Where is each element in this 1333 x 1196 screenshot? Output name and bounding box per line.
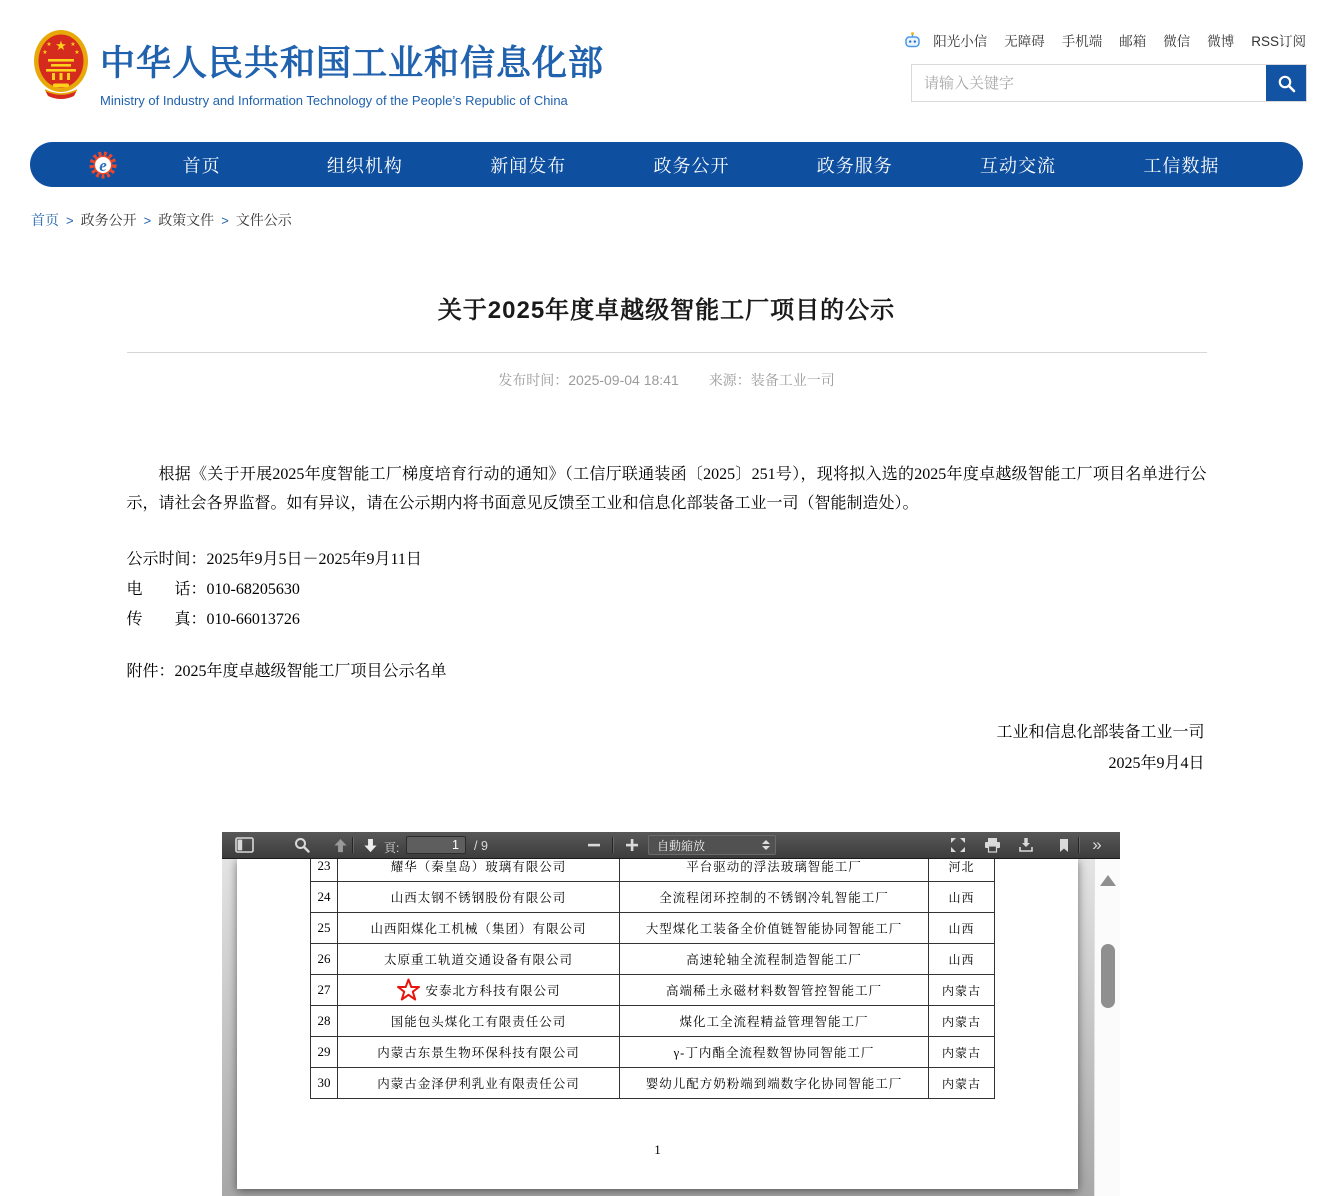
search-icon [1277, 74, 1296, 93]
cell-province: 内蒙古 [941, 1076, 981, 1091]
cell-number: 23 [311, 859, 338, 881]
svg-text:e: e [99, 155, 107, 175]
cell-province: 内蒙古 [941, 1045, 981, 1060]
cell-province: 山西 [948, 921, 975, 936]
download-button[interactable] [1012, 832, 1040, 858]
quick-link[interactable]: 阳光小信 [933, 34, 988, 49]
cell-project: 全流程闭环控制的不锈钢冷轧智能工厂 [620, 882, 929, 912]
sidebar-toggle-button[interactable] [230, 832, 258, 858]
table-row [311, 882, 994, 913]
breadcrumb [31, 210, 1333, 230]
cell-number: 24 [311, 882, 338, 912]
pdf-scrollbar[interactable] [1094, 859, 1120, 1196]
scrollbar-thumb[interactable] [1101, 944, 1115, 1008]
quick-link[interactable]: 微信 [1163, 34, 1191, 49]
presentation-mode-button[interactable] [944, 832, 972, 858]
company-name: 山西太钢不锈钢股份有限公司 [390, 891, 567, 905]
svg-text:★: ★ [55, 39, 67, 54]
source-value: 装备工业一司 [750, 372, 835, 388]
notice-period-line: 公示时间：2025年9月5日－2025年9月11日 [126, 551, 422, 568]
search-box [911, 64, 1307, 102]
breadcrumb-item[interactable]: 文件公示 [235, 212, 292, 228]
quick-links [903, 30, 1306, 50]
page-title: 关于2025年度卓越级智能工厂项目的公示 [437, 297, 896, 324]
table-row [311, 1068, 994, 1099]
quick-link[interactable]: 手机端 [1061, 34, 1103, 49]
company-name: 内蒙古东景生物环保科技有限公司 [377, 1046, 580, 1060]
zoom-select[interactable] [648, 835, 776, 855]
breadcrumb-separator: > [143, 213, 152, 228]
cell-company [338, 1068, 620, 1098]
cell-project: 高速轮轴全流程制造智能工厂 [620, 944, 929, 974]
cell-number: 27 [311, 975, 338, 1005]
cell-province: 河北 [948, 859, 975, 874]
publish-time: 2025-09-04 18:41 [568, 372, 679, 388]
cell-province: 内蒙古 [941, 1014, 981, 1029]
article-paragraph: 根据《关于开展2025年度智能工厂梯度培育行动的通知》（工信厅联通装函〔2025〕251号），现将拟入选的2025年度卓越级智能工厂项目名单进行公示，请社会各界监督。如有异议，请在公示期内将书面意见反馈至工业和信息化部装备工业一司（智能制造处）。 [126, 466, 1207, 512]
cell-number: 28 [311, 1006, 338, 1036]
cell-province: 山西 [948, 952, 975, 967]
breadcrumb-item[interactable]: 政务公开 [80, 212, 137, 228]
site-title: 中华人民共和国工业和信息化部 [100, 44, 605, 83]
toolbar-separator [352, 837, 353, 853]
table-row [311, 1006, 994, 1037]
toolbar-separator [612, 837, 613, 853]
signature-department: 工业和信息化部装备工业一司 [996, 724, 1205, 741]
company-name: 山西阳煤化工机械（集团）有限公司 [370, 922, 587, 936]
company-name: 国能包头煤化工有限责任公司 [390, 1015, 567, 1029]
cell-project: 平台驱动的浮法玻璃智能工厂 [620, 859, 929, 881]
article-meta [127, 370, 1207, 390]
nav-item[interactable]: 新闻发布 [490, 155, 567, 176]
nav-item[interactable]: 组织机构 [326, 155, 403, 176]
breadcrumb-item[interactable]: 政策文件 [158, 212, 215, 228]
breadcrumb-separator: > [66, 213, 74, 228]
cell-company [338, 1006, 620, 1036]
quick-link[interactable]: 微博 [1207, 34, 1235, 49]
zoom-in-button[interactable] [618, 832, 646, 858]
cell-company [338, 975, 620, 1005]
publish-time-label: 发布时间： [498, 372, 569, 388]
page-down-button[interactable] [356, 832, 384, 858]
project-table [310, 859, 995, 1099]
fax-line: 传 真：010-66013726 [126, 611, 300, 628]
table-row [311, 944, 994, 975]
cell-project: 煤化工全流程精益管理智能工厂 [620, 1006, 929, 1036]
quick-link[interactable]: 邮箱 [1119, 34, 1147, 49]
table-row [311, 975, 994, 1006]
quick-link[interactable]: RSS订阅 [1251, 34, 1306, 49]
more-tools-button[interactable]: » [1082, 832, 1112, 858]
toolbar-separator [1078, 837, 1079, 853]
cell-project: γ-丁内酯全流程数智协同智能工厂 [620, 1037, 929, 1067]
cell-number: 29 [311, 1037, 338, 1067]
svg-text:★: ★ [42, 49, 48, 56]
cell-province: 山西 [948, 890, 975, 905]
breadcrumb-home[interactable]: 首页 [31, 212, 59, 228]
scroll-up-arrow-icon[interactable] [1100, 875, 1116, 886]
cell-number: 30 [311, 1068, 338, 1098]
main-nav [30, 142, 1303, 187]
attachment-line: 附件：2025年度卓越级智能工厂项目公示名单 [126, 663, 447, 680]
phone-line: 电 话：010-68205630 [126, 581, 300, 598]
company-name: 耀华（秦皇岛）玻璃有限公司 [390, 860, 567, 874]
company-name: 内蒙古金泽伊利乳业有限责任公司 [377, 1077, 580, 1091]
nav-item[interactable]: 工信数据 [1143, 155, 1220, 176]
robot-icon [903, 31, 922, 50]
red-star-annotation [396, 978, 421, 1002]
cell-province: 内蒙古 [941, 983, 981, 998]
zoom-select-value: 自動縮放 [657, 838, 706, 853]
quick-link[interactable]: 无障碍 [1004, 34, 1045, 49]
find-icon[interactable] [288, 832, 316, 858]
svg-text:★: ★ [74, 49, 80, 56]
table-row [311, 859, 994, 882]
search-input[interactable] [912, 65, 1266, 101]
print-button[interactable] [978, 832, 1006, 858]
search-button[interactable] [1266, 65, 1306, 101]
cell-company [338, 1037, 620, 1067]
miit-gear-logo-icon [88, 150, 120, 180]
breadcrumb-separator: > [221, 213, 229, 228]
national-emblem-logo [33, 28, 89, 102]
zoom-out-button[interactable] [580, 832, 608, 858]
cell-company [338, 944, 620, 974]
nav-item[interactable]: 首页 [182, 155, 221, 176]
page-up-button[interactable] [326, 832, 354, 858]
site-subtitle: Ministry of Industry and Information Technology of the People’s Republic of China [100, 93, 568, 108]
signature-date: 2025年9月4日 [1108, 755, 1205, 772]
pdf-toolbar [222, 832, 1120, 859]
nav-item[interactable]: 政务服务 [816, 155, 893, 176]
bookmark-button[interactable] [1050, 832, 1078, 858]
cell-project: 大型煤化工装备全价值链智能协同智能工厂 [620, 913, 929, 943]
cell-company [338, 913, 620, 943]
cell-number: 26 [311, 944, 338, 974]
company-name: 安泰北方科技有限公司 [425, 984, 561, 998]
cell-project: 婴幼儿配方奶粉端到端数字化协同智能工厂 [620, 1068, 929, 1098]
table-row [311, 913, 994, 944]
cell-company [338, 859, 620, 881]
company-name: 太原重工轨道交通设备有限公司 [383, 953, 573, 967]
cell-number: 25 [311, 913, 338, 943]
select-arrows-icon [762, 840, 770, 850]
pdf-page-number: 1 [654, 1142, 661, 1157]
pdf-page [237, 859, 1078, 1189]
article [127, 290, 1207, 779]
table-row [311, 1037, 994, 1068]
pdf-viewer [222, 832, 1120, 1196]
svg-text:★: ★ [46, 41, 52, 48]
page-label: 頁: [384, 841, 400, 855]
page-total: / 9 [474, 839, 488, 853]
nav-item[interactable]: 政务公开 [653, 155, 730, 176]
title-divider [127, 352, 1207, 353]
nav-item[interactable]: 互动交流 [980, 155, 1057, 176]
page-number-input[interactable] [406, 836, 466, 854]
pdf-body [222, 859, 1120, 1196]
svg-text:★: ★ [70, 41, 76, 48]
cell-company [338, 882, 620, 912]
site-header [0, 0, 1333, 142]
source-label: 来源： [708, 372, 751, 388]
cell-project: 高端稀土永磁材料数智管控智能工厂 [620, 975, 929, 1005]
